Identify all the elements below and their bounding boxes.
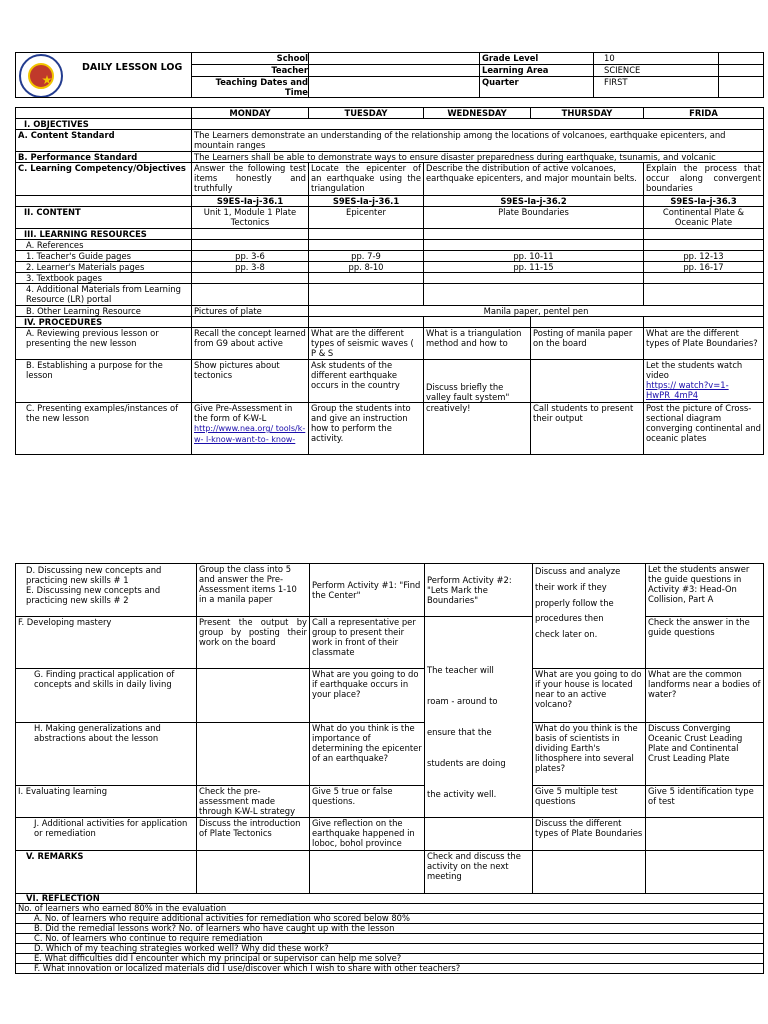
proc-g-friday: What are the common landforms near a bodies of water? — [646, 669, 764, 723]
code-tuesday: S9ES-Ia-j-36.1 — [309, 196, 424, 207]
proc-b-label: B. Establishing a purpose for the lesson — [16, 360, 192, 403]
lm-monday: pp. 3-8 — [192, 262, 309, 273]
proc-a-monday: Recall the concept learned from G9 about active — [192, 328, 309, 360]
code-friday: S9ES-Ia-j-36.3 — [644, 196, 764, 207]
proc-c-label: C. Presenting examples/instances of the new lesson — [16, 403, 192, 455]
proc-c-monday-text: Give Pre-Assessment in the form of K-W-L — [194, 403, 293, 423]
day-tuesday: TUESDAY — [309, 108, 424, 119]
lm-tuesday: pp. 8-10 — [309, 262, 424, 273]
proc-c-tuesday: Group the students into and give an instruction how to perform the activity. — [309, 403, 424, 455]
proc-j-tuesday: Give reflection on the earthquake happened in loboc, bohol province — [310, 818, 425, 851]
content-wed-thu: Plate Boundaries — [424, 207, 644, 229]
competency-wed-thu: Describe the distribution of active volcanoes, earthquake epicenters, and major mountain belts. — [424, 163, 644, 196]
lm-friday: pp. 16-17 — [644, 262, 764, 273]
remarks-heading: V. REMARKS — [16, 851, 197, 894]
school-label: School — [192, 53, 308, 65]
tg-tuesday: pp. 7-9 — [309, 251, 424, 262]
proc-g-label: G. Finding practical application of concepts and skills in daily living — [16, 669, 197, 723]
proc-g-thursday: What are you going to do if your house is located near to an active volcano? — [533, 669, 646, 723]
remarks-wednesday: Check and discuss the activity on the next meeting — [425, 851, 533, 894]
proc-c-friday: Post the picture of Cross-sectional diagram converging continental and oceanic plates — [644, 403, 764, 455]
proc-de-label — [16, 564, 197, 617]
content-standard-text: The Learners demonstrate an understanding of the relationship among the locations of volcanoes, earthquake epicenters, and mountain ranges — [192, 130, 764, 152]
proc-f-monday: Present the output by group by posting their work on the board — [197, 617, 310, 669]
proc-b-tuesday: Ask students of the different earthquake occurs in the country — [309, 360, 424, 403]
performance-standard-text: The Learners shall be able to demonstrate ways to ensure disaster preparedness during earthquake, tsunamis, and volcanic — [192, 152, 764, 163]
school-field[interactable] — [309, 53, 479, 65]
proc-f-friday: Check the answer in the guide questions — [646, 617, 764, 669]
proc-d-label: D. Discussing new concepts and practicing new skills # 1 — [26, 565, 162, 585]
proc-i-thursday: Give 5 multiple test questions — [533, 786, 646, 818]
code-monday: S9ES-Ia-j-36.1 — [192, 196, 309, 207]
other-resource-label: B. Other Learning Resource — [16, 306, 192, 317]
kwl-link[interactable]: http://www.nea.org/ tools/k-w- l-know-want-to- know- — [194, 424, 306, 444]
proc-f-label: F. Developing mastery — [16, 617, 197, 669]
references-label: A. References — [16, 240, 192, 251]
tg-wed-thu: pp. 10-11 — [424, 251, 644, 262]
reflection-item: D. Which of my teaching strategies worked well? Why did these work? — [16, 944, 764, 954]
reflection-item: E. What difficulties did I encounter which my principal or supervisor can help me solve? — [16, 954, 764, 964]
proc-c-monday — [192, 403, 309, 455]
competency-friday: Explain the process that occur along convergent boundaries — [644, 163, 764, 196]
content-standard-label: A. Content Standard — [16, 130, 192, 152]
reflection-item: A. No. of learners who require additional activities for remediation who scored below 80% — [16, 914, 764, 924]
objectives-heading: I. OBJECTIVES — [16, 119, 192, 130]
proc-a-friday: What are the different types of Plate Boundaries? — [644, 328, 764, 360]
day-friday: FRIDA — [644, 108, 764, 119]
proc-i-tuesday: Give 5 true or false questions. — [310, 786, 425, 818]
proc-c-wednesday: creatively! — [424, 403, 531, 455]
proc-c-thursday: Call students to present their output — [531, 403, 644, 455]
proc-h-friday: Discuss Converging Oceanic Crust Leading Plate and Continental Crust Leading Plate — [646, 723, 764, 786]
reflection-item: No. of learners who earned 80% in the evaluation — [16, 904, 764, 914]
proc-h-thursday: What do you think is the basis of scientists in dividing Earth's lithosphere into several plates? — [533, 723, 646, 786]
dates-label: Teaching Dates and Time — [215, 77, 308, 97]
day-monday: MONDAY — [192, 108, 309, 119]
proc-i-friday: Give 5 identification type of test — [646, 786, 764, 818]
proc-b-friday — [644, 360, 764, 403]
dates-field[interactable] — [309, 77, 479, 97]
tg-monday: pp. 3-6 — [192, 251, 309, 262]
grade-value: 10 — [594, 53, 718, 65]
code-wed-thu: S9ES-Ia-j-36.2 — [424, 196, 644, 207]
lm-wed-thu: pp. 11-15 — [424, 262, 644, 273]
reflection-table — [15, 893, 764, 974]
lesson-table-bottom — [15, 563, 764, 894]
proc-j-label: J. Additional activities for application or remediation — [16, 818, 197, 851]
proc-i-monday: Check the pre-assessment made through K-W-L strategy — [197, 786, 310, 818]
competency-monday: Answer the following test items honestly and truthfully — [192, 163, 309, 196]
area-label: Learning Area — [480, 65, 593, 77]
proc-de-friday: Let the students answer the guide questions in Activity #3: Head-On Collision, Part A — [646, 564, 764, 617]
proc-a-label: A. Reviewing previous lesson or presenting the new lesson — [16, 328, 192, 360]
reflection-item: B. Did the remedial lessons work? No. of learners who have caught up with the lesson — [16, 924, 764, 934]
quarter-value: FIRST — [604, 77, 628, 87]
proc-a-tuesday: What are the different types of seismic waves ( P & S — [309, 328, 424, 360]
other-resource-rest: Manila paper, pentel pen — [309, 306, 764, 317]
proc-b-wednesday: Discuss briefly the valley fault system" — [424, 360, 531, 403]
reflection-heading: VI. REFLECTION — [16, 894, 764, 904]
teachers-guide-label: 1. Teacher's Guide pages — [16, 251, 192, 262]
quarter-label: Quarter — [482, 77, 519, 87]
proc-a-thursday: Posting of manila paper on the board — [531, 328, 644, 360]
proc-h-label: H. Making generalizations and abstractions about the lesson — [16, 723, 197, 786]
textbook-label: 3. Textbook pages — [16, 273, 192, 284]
proc-f-tuesday: Call a representative per group to present their work in front of their classmate — [310, 617, 425, 669]
page-title: DAILY LESSON LOG — [82, 62, 183, 73]
proc-de-wednesday: Perform Activity #2: "Lets Mark the Boundaries" — [425, 564, 533, 617]
teacher-label: Teacher — [192, 65, 308, 77]
reflection-item: F. What innovation or localized materials did I use/discover which I wish to share with other teachers? — [16, 964, 764, 974]
proc-h-tuesday: What do you think is the importance of determining the epicenter of an earthquake? — [310, 723, 425, 786]
proc-de-tuesday: Perform Activity #1: "Find the Center" — [310, 564, 425, 617]
proc-j-thursday: Discuss the different types of Plate Boundaries — [533, 818, 646, 851]
proc-j-monday: Discuss the introduction of Plate Tectonics — [197, 818, 310, 851]
other-resource-monday: Pictures of plate — [192, 306, 309, 317]
competency-label: C. Learning Competency/Objectives — [16, 163, 192, 196]
procedures-heading: IV. PROCEDURES — [16, 317, 192, 328]
grade-label: Grade Level — [480, 53, 593, 65]
learners-materials-label: 2. Learner's Materials pages — [16, 262, 192, 273]
teacher-field[interactable] — [309, 65, 479, 77]
proc-de-monday: Group the class into 5 and answer the Pre-Assessment items 1-10 in a manila paper — [197, 564, 310, 617]
lesson-table-top — [15, 107, 764, 455]
additional-materials-label: 4. Additional Materials from Learning Resource (LR) portal — [16, 284, 192, 306]
learning-resources-heading: III. LEARNING RESOURCES — [16, 229, 192, 240]
proc-b-friday-text: Let the students watch video — [646, 360, 743, 380]
content-heading: II. CONTENT — [16, 207, 192, 229]
proc-e-label: E. Discussing new concepts and practicing new skills # 2 — [26, 585, 161, 605]
proc-b-monday: Show pictures about tectonics — [192, 360, 309, 403]
content-monday: Unit 1, Module 1 Plate Tectonics — [192, 207, 309, 229]
header-info-table — [15, 52, 764, 98]
proc-a-wednesday: What is a triangulation method and how to — [424, 328, 531, 360]
proc-wednesday-roam: The teacher will roam - around to ensure that the students are doing the activity well. — [425, 617, 533, 818]
content-tuesday: Epicenter — [309, 207, 424, 229]
proc-thursday-discuss: Discuss and analyze their work if they properly follow the procedures then check later on. — [533, 564, 646, 669]
performance-standard-label: B. Performance Standard — [16, 152, 192, 163]
proc-g-tuesday: What are you going to do if earthquake occurs in your place? — [310, 669, 425, 723]
day-thursday: THURSDAY — [531, 108, 644, 119]
tg-friday: pp. 12-13 — [644, 251, 764, 262]
proc-i-label: I. Evaluating learning — [16, 786, 197, 818]
day-wednesday: WEDNESDAY — [424, 108, 531, 119]
area-value: SCIENCE — [594, 65, 718, 77]
reflection-item: C. No. of learners who continue to require remediation — [16, 934, 764, 944]
content-friday: Continental Plate & Oceanic Plate — [644, 207, 764, 229]
competency-tuesday: Locate the epicenter of an earthquake using the triangulation — [309, 163, 424, 196]
youtube-video-link[interactable]: https:// watch?v=1-HwPR_4mP4 — [646, 380, 729, 400]
